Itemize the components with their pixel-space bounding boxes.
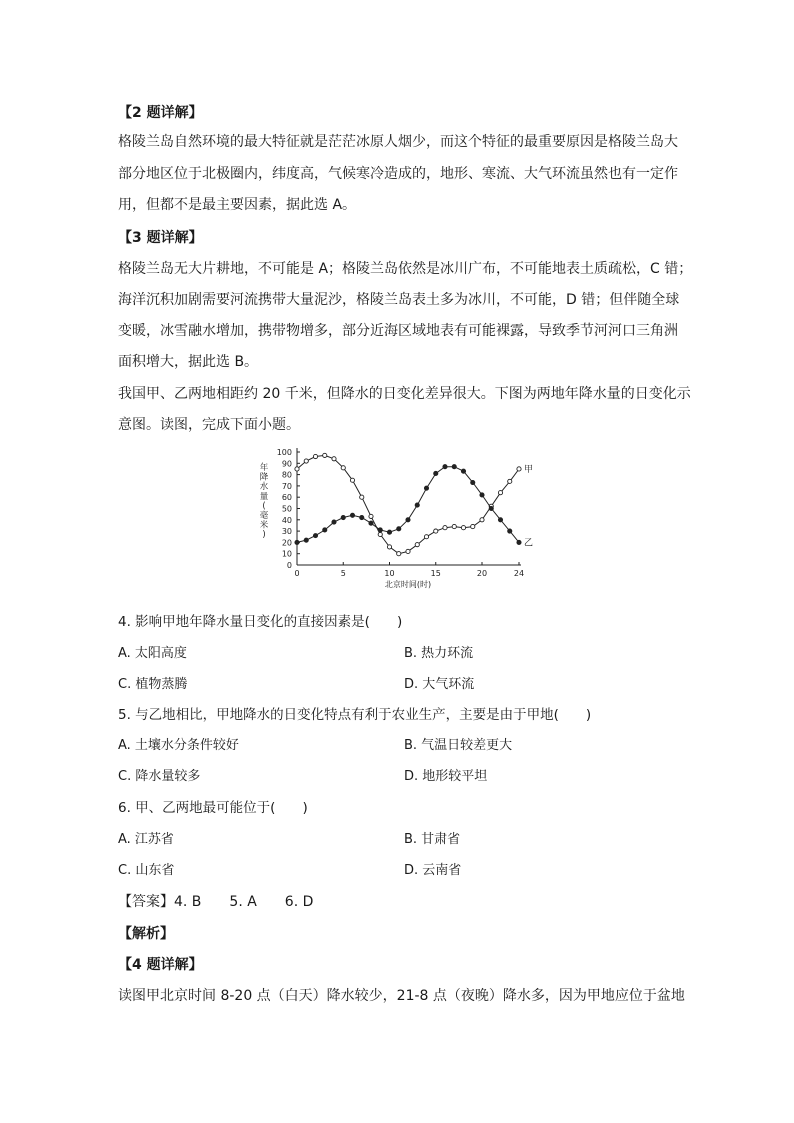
data-point: [360, 495, 364, 499]
data-point: [406, 518, 410, 522]
data-point: [480, 493, 484, 497]
x-tick-label: 15: [430, 569, 441, 578]
question-6-option-d[interactable]: D. 云南省: [404, 863, 462, 878]
data-point: [461, 469, 465, 473]
y-tick-label: 0: [286, 561, 292, 570]
y-tick-label: 80: [281, 470, 292, 480]
question-4-stem: 4. 影响甲地年降水量日变化的直接因素是( ): [118, 614, 403, 630]
y-tick-label: 30: [281, 527, 292, 537]
y-axis-label-char: 水: [259, 482, 269, 493]
data-point: [415, 543, 419, 547]
intro-text-line: 我国甲、乙两地相距约 20 千米，但降水的日变化差异很大。下图为两地年降水量的日变化示: [118, 386, 691, 402]
series-label: 甲: [524, 464, 534, 475]
data-point: [304, 459, 308, 463]
q2-text-line: 用，但都不是最主要因素，据此选 A。: [118, 197, 357, 213]
series-line-yi: [297, 467, 519, 543]
analysis-heading: 【解析】: [118, 926, 174, 942]
q2-text-line: 格陵兰岛自然环境的最大特征就是茫茫冰原人烟少，而这个特征的最重要原因是格陵兰岛大: [118, 134, 678, 150]
data-point: [415, 503, 419, 507]
data-point: [508, 479, 512, 483]
data-point: [304, 538, 308, 542]
data-point: [517, 540, 521, 544]
question-4-option-d[interactable]: D. 大气环流: [404, 677, 475, 692]
question-5-option-c[interactable]: C. 降水量较多: [118, 769, 201, 784]
data-point: [387, 545, 391, 549]
data-point: [313, 534, 317, 538]
data-point: [360, 515, 364, 519]
question-5-option-d[interactable]: D. 地形较平坦: [404, 769, 488, 784]
question-6-option-b[interactable]: B. 甘肃省: [404, 832, 461, 847]
data-point: [424, 535, 428, 539]
data-point: [443, 526, 447, 530]
data-point: [443, 465, 447, 469]
data-point: [341, 515, 345, 519]
y-tick-label: 60: [281, 493, 292, 503]
question-6-stem: 6. 甲、乙两地最可能位于( ): [118, 800, 308, 816]
data-point: [341, 466, 345, 470]
question-5-option-b[interactable]: B. 气温日较差更大: [404, 738, 513, 753]
y-axis-label-char: 年: [259, 463, 269, 473]
data-point: [471, 480, 475, 484]
y-axis-label-char: (: [262, 501, 266, 512]
data-point: [452, 524, 456, 528]
data-point: [461, 526, 465, 530]
question-6-option-a[interactable]: A. 江苏省: [118, 832, 174, 847]
x-axis-label: 北京时间(时): [384, 580, 432, 589]
y-tick-label: 40: [281, 515, 292, 525]
data-point: [434, 529, 438, 533]
x-tick-label: 0: [294, 569, 300, 578]
data-point: [397, 527, 401, 531]
data-point: [369, 514, 373, 518]
y-axis-label-char: ): [262, 530, 266, 541]
data-point: [350, 513, 354, 517]
y-tick-label: 10: [281, 549, 292, 559]
q3-text-line: 变暖，冰雪融水增加，携带物增多，部分近海区域地表有可能裸露，导致季节河河口三角洲: [118, 323, 678, 339]
question-6-option-c[interactable]: C. 山东省: [118, 863, 175, 878]
y-axis-label-char: 米: [259, 520, 269, 531]
x-tick-label: 10: [384, 569, 395, 578]
data-point: [424, 486, 428, 490]
question-4-option-a[interactable]: A. 太阳高度: [118, 646, 187, 661]
q3-text-line: 海洋沉积加剧需要河流携带大量泥沙，格陵兰岛表土多为冰川，不可能，D 错；但伴随全球: [118, 292, 680, 308]
answer-line: 【答案】4. B 5. A 6. D: [118, 894, 314, 910]
q3-text-line: 面积增大，据此选 B。: [118, 354, 259, 370]
y-axis-label-char: 毫: [259, 511, 269, 521]
data-point: [517, 467, 521, 471]
data-point: [387, 530, 391, 534]
data-point: [295, 540, 299, 544]
q2-heading: 【2 题详解】: [118, 105, 203, 121]
data-point: [498, 518, 502, 522]
data-point: [323, 453, 327, 457]
data-point: [508, 529, 512, 533]
q3-text-line: 格陵兰岛无大片耕地，不可能是 A；格陵兰岛依然是冰川广布，不可能地表土质疏松，C 错；: [118, 261, 693, 277]
y-tick-label: 90: [281, 459, 292, 469]
question-4-option-b[interactable]: B. 热力环流: [404, 646, 474, 661]
data-point: [350, 478, 354, 482]
data-point: [397, 552, 401, 556]
data-point: [313, 454, 317, 458]
chart-svg: [252, 440, 542, 600]
data-point: [378, 528, 382, 532]
question-5-stem: 5. 与乙地相比，甲地降水的日变化特点有利于农业生产，主要是由于甲地( ): [118, 707, 592, 723]
q2-text-line: 部分地区位于北极圈内，纬度高，气候寒冷造成的，地形、寒流、大气环流虽然也有一定作: [118, 166, 678, 182]
y-tick-label: 50: [281, 504, 292, 514]
y-tick-label: 70: [281, 481, 292, 491]
question-5-option-a[interactable]: A. 土壤水分条件较好: [118, 738, 239, 753]
data-point: [434, 471, 438, 475]
data-point: [480, 518, 484, 522]
question-4-option-c[interactable]: C. 植物蒸腾: [118, 677, 188, 692]
q4-text-line: 读图甲北京时间 8-20 点（白天）降水较少，21-8 点（夜晚）降水多，因为甲地应位于盆地: [118, 988, 685, 1004]
data-point: [332, 457, 336, 461]
x-tick-label: 20: [476, 569, 488, 578]
y-axis-label-char: 量: [259, 491, 269, 502]
x-tick-label: 5: [340, 569, 346, 578]
q4-heading: 【4 题详解】: [118, 957, 203, 973]
precipitation-chart: [252, 440, 542, 600]
series-line-jia: [297, 455, 519, 553]
y-axis-label-char: 降: [259, 472, 269, 483]
y-tick-label: 100: [276, 448, 292, 457]
x-tick-label: 24: [513, 569, 525, 578]
series-label: 乙: [524, 538, 534, 549]
data-point: [471, 524, 475, 528]
data-point: [332, 520, 336, 524]
data-point: [295, 467, 299, 471]
q3-heading: 【3 题详解】: [118, 230, 203, 246]
y-tick-label: 20: [281, 538, 292, 548]
data-point: [406, 549, 410, 553]
data-point: [498, 491, 502, 495]
data-point: [489, 506, 493, 510]
intro-text-line: 意图。读图，完成下面小题。: [118, 417, 300, 433]
data-point: [378, 532, 382, 536]
data-point: [369, 521, 373, 525]
data-point: [452, 465, 456, 469]
data-point: [323, 528, 327, 532]
